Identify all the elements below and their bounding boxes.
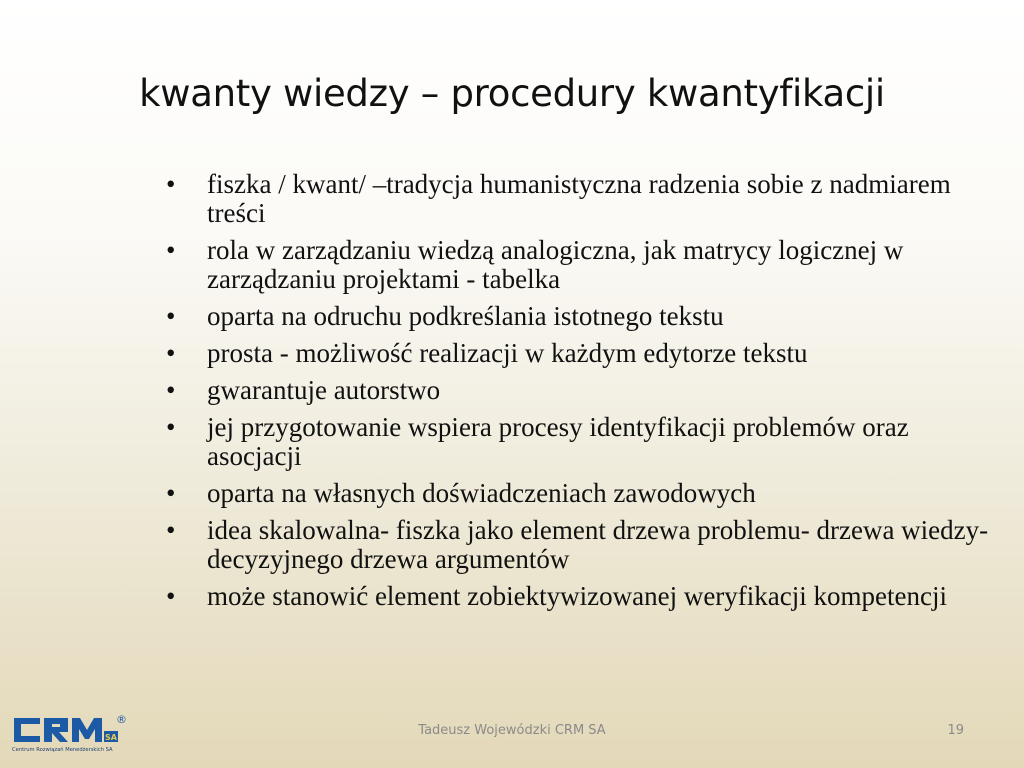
- bullet-text: rola w zarządzaniu wiedzą analogiczna, jak matrycy logicznej w zarządzaniu projektami - tabelka: [207, 235, 904, 294]
- bullet-text: fiszka / kwant/ –tradycja humanistyczna radzenia sobie z nadmiarem treści: [207, 169, 951, 228]
- bullet-list: [166, 170, 996, 619]
- bullet-item: [166, 236, 996, 294]
- bullet-dot: •: [166, 169, 176, 199]
- bullet-item: [166, 376, 996, 405]
- bullet-item: [166, 479, 996, 508]
- bullet-text: idea skalowalna- fiszka jako element drzewa problemu- drzewa wiedzy- decyzyjnego drzewa argumentów: [207, 515, 989, 574]
- bullet-text: prosta - możliwość realizacji w każdym edytorze tekstu: [207, 338, 808, 368]
- logo-subtitle: Centrum Rozwiązań Menedżerskich SA: [12, 747, 113, 753]
- bullet-dot: •: [166, 375, 176, 405]
- bullet-item: [166, 170, 996, 228]
- slide-title: kwanty wiedzy – procedury kwantyfikacji: [139, 72, 885, 115]
- bullet-dot: •: [166, 478, 176, 508]
- bullet-item: [166, 302, 996, 331]
- bullet-text: gwarantuje autorstwo: [207, 375, 441, 405]
- bullet-text: oparta na odruchu podkreślania istotnego tekstu: [207, 301, 724, 331]
- bullet-item: [166, 413, 996, 471]
- page-number: 19: [947, 723, 964, 738]
- bullet-dot: •: [166, 412, 176, 442]
- bullet-item: [166, 339, 996, 368]
- bullet-item: [166, 516, 996, 574]
- logo-badge: SA: [105, 733, 117, 742]
- bullet-text: jej przygotowanie wspiera procesy identyfikacji problemów oraz asocjacji: [207, 412, 909, 471]
- bullet-dot: •: [166, 338, 176, 368]
- bullet-dot: •: [166, 515, 176, 545]
- bullet-dot: •: [166, 235, 176, 265]
- bullet-text: oparta na własnych doświadczeniach zawodowych: [207, 478, 756, 508]
- logo-registered: ®: [116, 713, 127, 726]
- bullet-text: może stanowić element zobiektywizowanej weryfikacji kompetencji: [207, 581, 947, 611]
- bullet-dot: •: [166, 581, 176, 611]
- bullet-dot: •: [166, 301, 176, 331]
- footer-author: Tadeusz Wojewódzki CRM SA: [418, 723, 606, 738]
- bullet-item: [166, 582, 996, 611]
